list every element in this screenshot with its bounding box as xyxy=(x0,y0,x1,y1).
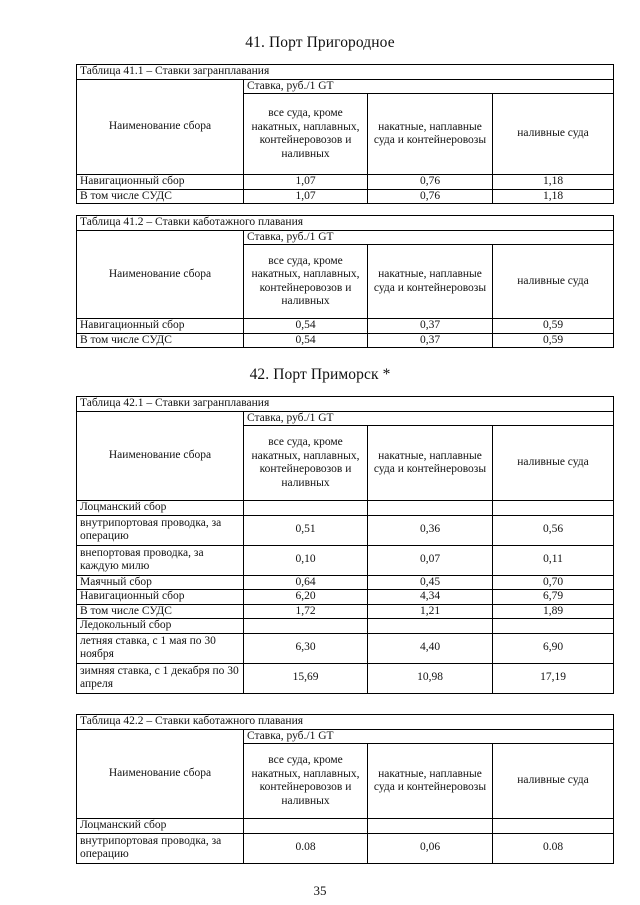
cell-value: 10,98 xyxy=(368,663,493,693)
rate-header: Ставка, руб./1 GT xyxy=(244,79,614,94)
cell-value: 1,07 xyxy=(244,189,368,204)
cell-value: 1,18 xyxy=(493,189,614,204)
cell-value: 0,59 xyxy=(493,319,614,334)
cell-value: 6,20 xyxy=(244,590,368,605)
cell-value: 1,72 xyxy=(244,604,368,619)
table-row xyxy=(77,833,614,863)
column-header-tankers: наливные суда xyxy=(493,94,614,175)
table-row xyxy=(77,604,614,619)
cell-value xyxy=(368,619,493,634)
cell-value: 0,76 xyxy=(368,175,493,190)
cell-value xyxy=(244,819,368,834)
cell-value: 1,21 xyxy=(368,604,493,619)
table-41-1 xyxy=(76,64,614,204)
row-name: В том числе СУДС xyxy=(77,604,244,619)
cell-value xyxy=(244,501,368,516)
cell-value: 0,37 xyxy=(368,319,493,334)
column-header-roro-container: накатные, наплавные суда и контейнеровозы xyxy=(368,245,493,319)
row-name: Маячный сбор xyxy=(77,575,244,590)
column-header-all-ships: все суда, кроме накатных, наплавных, контейнеровозов и наливных xyxy=(244,94,368,175)
cell-value: 17,19 xyxy=(493,663,614,693)
row-name: летняя ставка, с 1 мая по 30 ноября xyxy=(77,633,244,663)
rate-header: Ставка, руб./1 GT xyxy=(244,729,614,744)
table-caption: Таблица 42.2 – Ставки каботажного плавания xyxy=(77,715,614,730)
table-row xyxy=(77,501,614,516)
cell-value: 0,54 xyxy=(244,319,368,334)
row-name: внутрипортовая проводка, за операцию xyxy=(77,833,244,863)
cell-value: 0,51 xyxy=(244,515,368,545)
table-row xyxy=(77,819,614,834)
row-name: Навигационный сбор xyxy=(77,175,244,190)
row-name: Ледокольный сбор xyxy=(77,619,244,634)
table-row xyxy=(77,333,614,348)
rate-header: Ставка, руб./1 GT xyxy=(244,230,614,245)
column-header-roro-container: накатные, наплавные суда и контейнеровозы xyxy=(368,94,493,175)
table-row xyxy=(77,189,614,204)
row-name: внепортовая проводка, за каждую милю xyxy=(77,545,244,575)
column-header-all-ships: все суда, кроме накатных, наплавных, контейнеровозов и наливных xyxy=(244,426,368,501)
cell-value xyxy=(493,619,614,634)
cell-value: 0,07 xyxy=(368,545,493,575)
cell-value: 0,76 xyxy=(368,189,493,204)
column-header-name: Наименование сбора xyxy=(77,411,244,501)
cell-value: 6,90 xyxy=(493,633,614,663)
table-row xyxy=(77,545,614,575)
table-caption: Таблица 41.1 – Ставки загранплавания xyxy=(77,65,614,80)
column-header-roro-container: накатные, наплавные суда и контейнеровозы xyxy=(368,426,493,501)
table-42-1 xyxy=(76,396,614,694)
cell-value: 0,10 xyxy=(244,545,368,575)
column-header-all-ships: все суда, кроме накатных, наплавных, контейнеровозов и наливных xyxy=(244,744,368,819)
cell-value xyxy=(368,501,493,516)
column-header-name: Наименование сбора xyxy=(77,230,244,319)
section-heading-42: 42. Порт Приморск * xyxy=(249,366,391,383)
cell-value: 4,34 xyxy=(368,590,493,605)
row-name: Навигационный сбор xyxy=(77,319,244,334)
table-row xyxy=(77,663,614,693)
table-row xyxy=(77,575,614,590)
cell-value: 0,11 xyxy=(493,545,614,575)
cell-value: 0,64 xyxy=(244,575,368,590)
table-caption: Таблица 41.2 – Ставки каботажного плавания xyxy=(77,216,614,231)
column-header-name: Наименование сбора xyxy=(77,79,244,175)
cell-value: 6,79 xyxy=(493,590,614,605)
cell-value xyxy=(493,819,614,834)
cell-value: 0.08 xyxy=(244,833,368,863)
cell-value: 0,70 xyxy=(493,575,614,590)
cell-value xyxy=(368,819,493,834)
table-row xyxy=(77,633,614,663)
cell-value: 0,59 xyxy=(493,333,614,348)
cell-value: 0.08 xyxy=(493,833,614,863)
row-name: Лоцманский сбор xyxy=(77,501,244,516)
column-header-roro-container: накатные, наплавные суда и контейнеровозы xyxy=(368,744,493,819)
cell-value: 1,07 xyxy=(244,175,368,190)
table-row xyxy=(77,590,614,605)
table-row xyxy=(77,319,614,334)
table-41-2 xyxy=(76,215,614,348)
page-number: 35 xyxy=(313,883,327,898)
table-caption: Таблица 42.1 – Ставки загранплавания xyxy=(77,397,614,412)
cell-value: 0,36 xyxy=(368,515,493,545)
cell-value: 0,45 xyxy=(368,575,493,590)
table-row xyxy=(77,515,614,545)
table-row xyxy=(77,619,614,634)
cell-value: 0,37 xyxy=(368,333,493,348)
column-header-tankers: наливные суда xyxy=(493,245,614,319)
row-name: зимняя ставка, с 1 декабря по 30 апреля xyxy=(77,663,244,693)
table-42-2 xyxy=(76,714,614,864)
cell-value: 0,06 xyxy=(368,833,493,863)
column-header-tankers: наливные суда xyxy=(493,426,614,501)
cell-value: 1,18 xyxy=(493,175,614,190)
cell-value: 1,89 xyxy=(493,604,614,619)
cell-value xyxy=(493,501,614,516)
cell-value xyxy=(244,619,368,634)
cell-value: 4,40 xyxy=(368,633,493,663)
table-row xyxy=(77,175,614,190)
row-name: внутрипортовая проводка, за операцию xyxy=(77,515,244,545)
rate-header: Ставка, руб./1 GT xyxy=(244,411,614,426)
column-header-tankers: наливные суда xyxy=(493,744,614,819)
column-header-all-ships: все суда, кроме накатных, наплавных, контейнеровозов и наливных xyxy=(244,245,368,319)
row-name: В том числе СУДС xyxy=(77,333,244,348)
row-name: Навигационный сбор xyxy=(77,590,244,605)
cell-value: 6,30 xyxy=(244,633,368,663)
row-name: В том числе СУДС xyxy=(77,189,244,204)
cell-value: 0,56 xyxy=(493,515,614,545)
section-heading-41: 41. Порт Пригородное xyxy=(245,34,395,51)
cell-value: 15,69 xyxy=(244,663,368,693)
cell-value: 0,54 xyxy=(244,333,368,348)
row-name: Лоцманский сбор xyxy=(77,819,244,834)
column-header-name: Наименование сбора xyxy=(77,729,244,819)
